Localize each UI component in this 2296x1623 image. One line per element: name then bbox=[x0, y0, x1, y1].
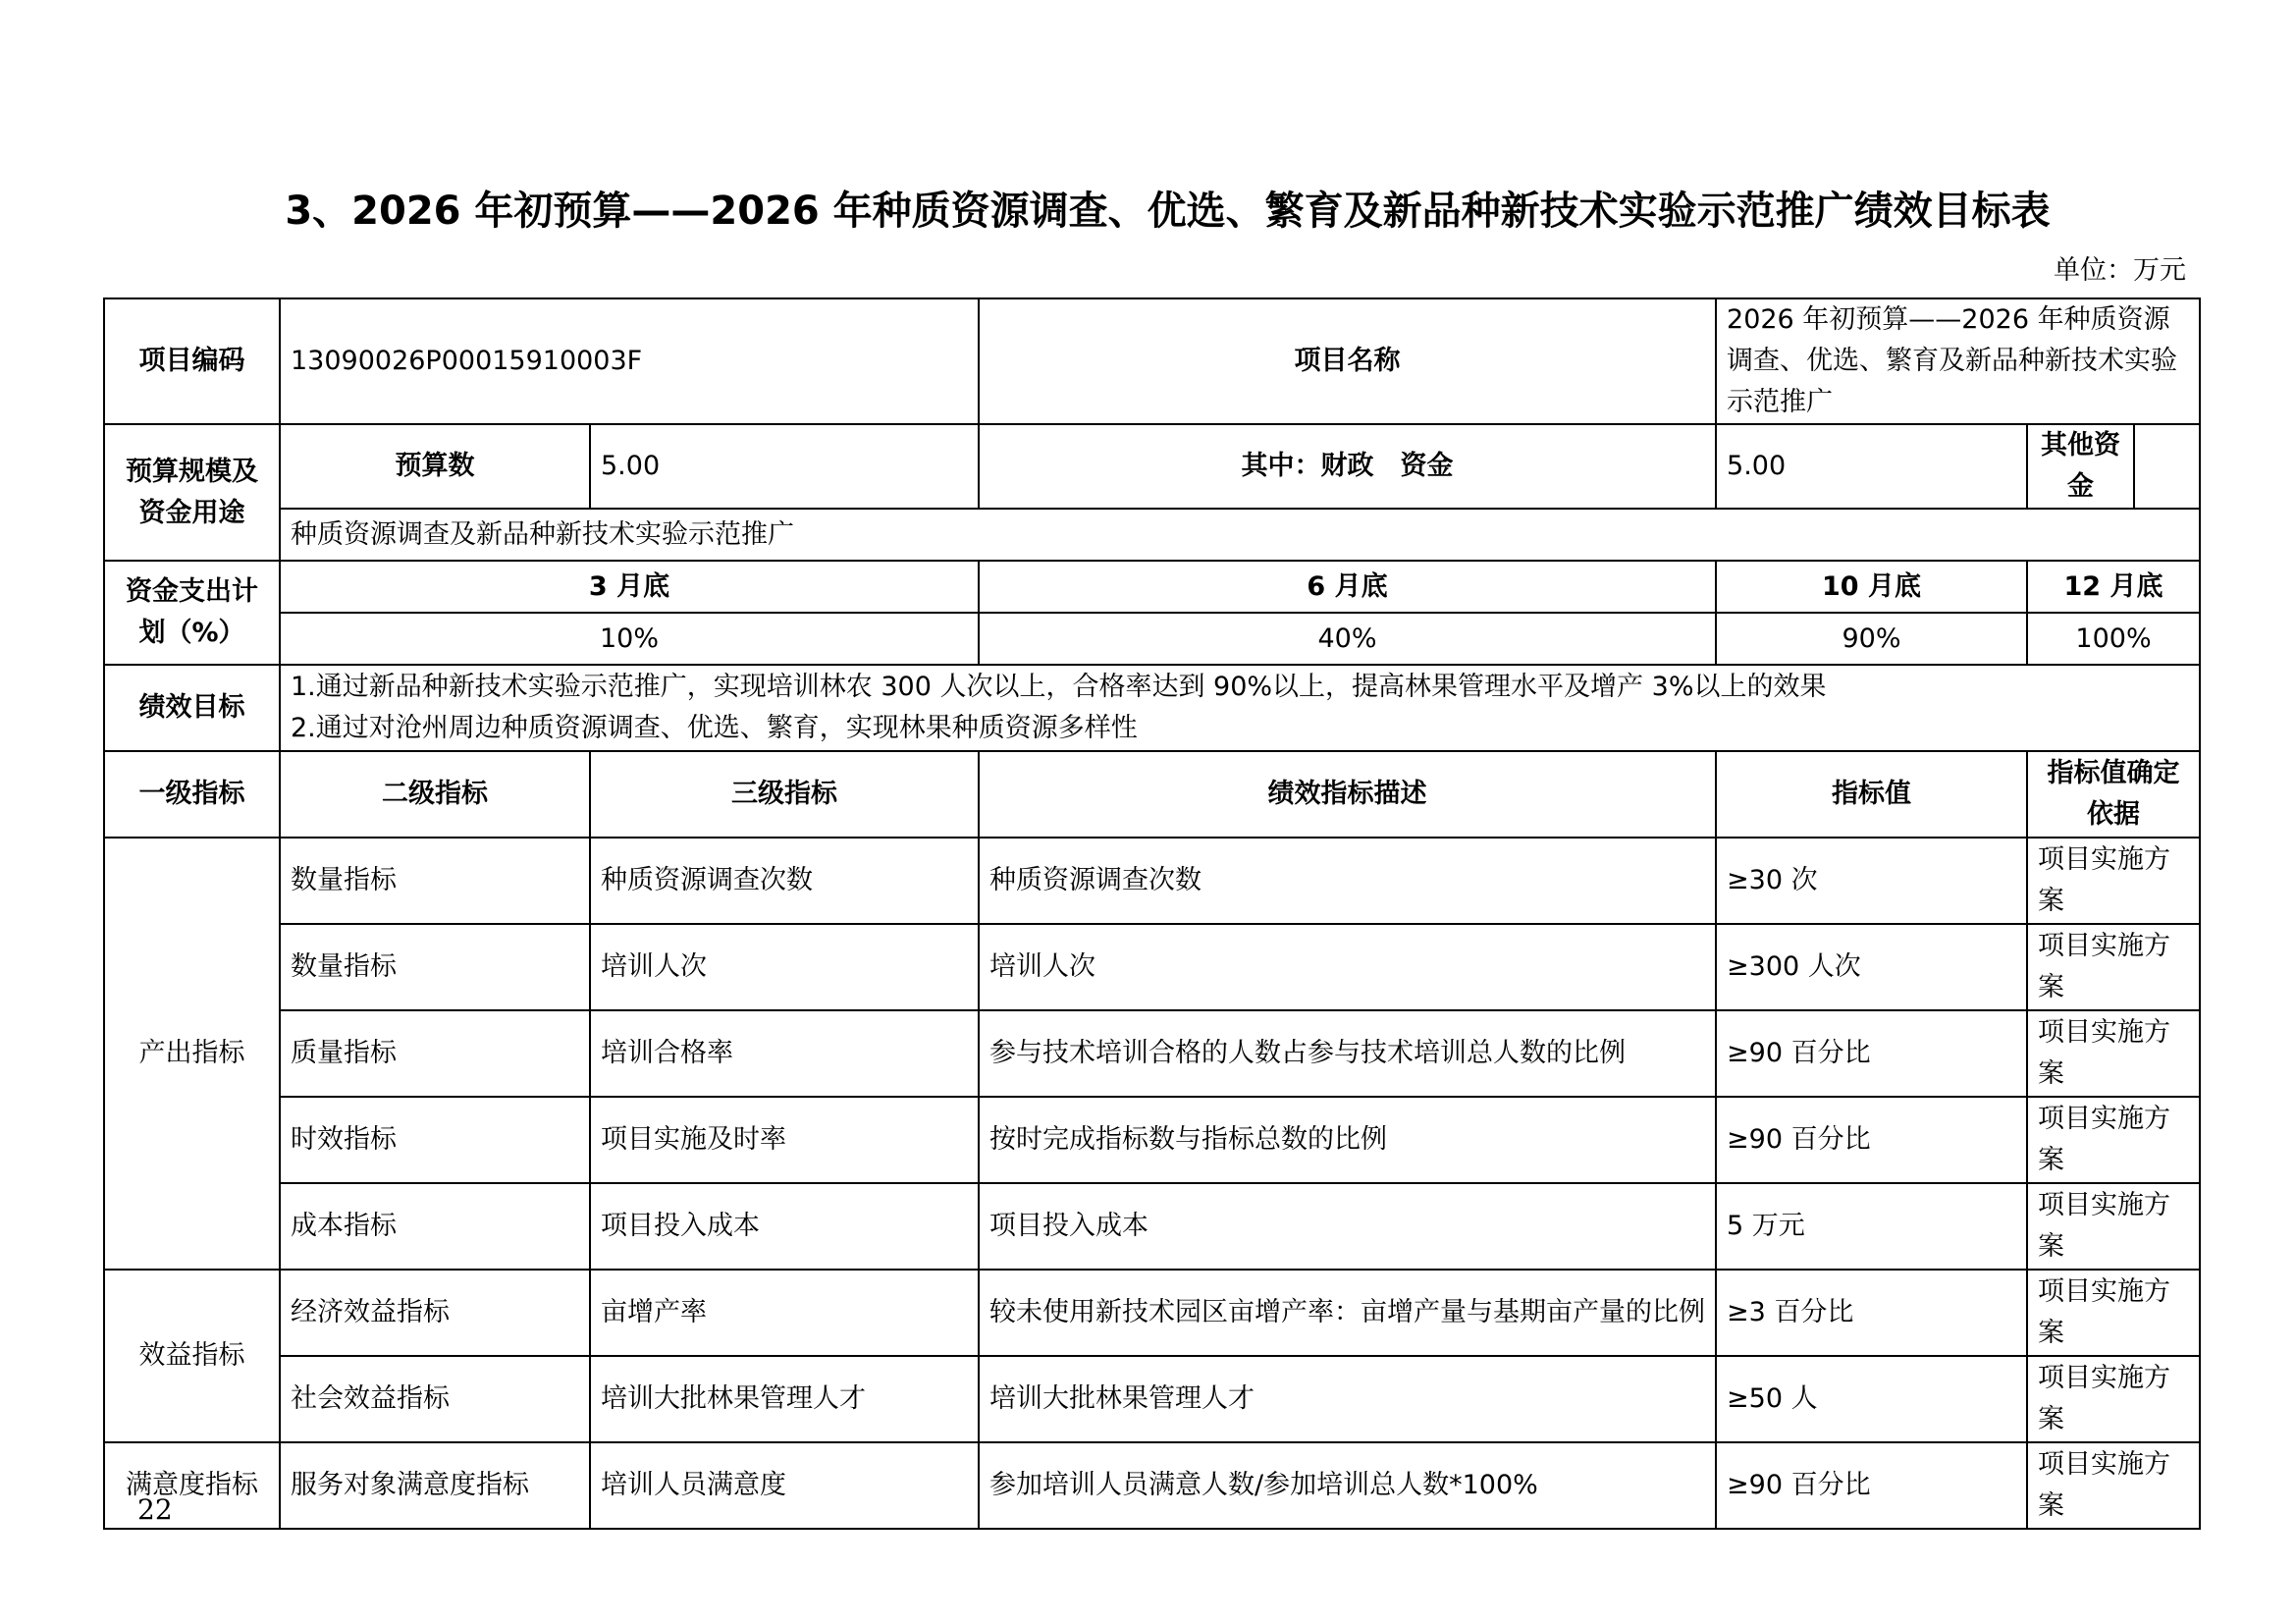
project-code-value: 13090026P00015910003F bbox=[280, 298, 979, 424]
row-description: 参与技术培训合格的人数占参与技术培训总人数的比例 bbox=[979, 1010, 1716, 1097]
plan-value-row bbox=[104, 613, 2200, 665]
row-value: ≥90 百分比 bbox=[1716, 1097, 2027, 1183]
budget-usage-row bbox=[104, 509, 2200, 561]
row-level3: 培训大批林果管理人才 bbox=[590, 1356, 979, 1442]
header-value: 指标值 bbox=[1716, 751, 2027, 838]
plan-header-oct: 10 月底 bbox=[1716, 561, 2027, 613]
plan-header-dec: 12 月底 bbox=[2027, 561, 2200, 613]
row-basis: 项目实施方案 bbox=[2027, 1183, 2200, 1270]
other-fund-value bbox=[2134, 425, 2199, 508]
group-satisfaction-indicators: 满意度指标 bbox=[104, 1442, 280, 1529]
project-name-value: 2026 年初预算——2026 年种质资源调查、优选、繁育及新品种新技术实验示范推广 bbox=[1716, 298, 2200, 424]
header-description: 绩效指标描述 bbox=[979, 751, 1716, 838]
group-output-indicators: 产出指标 bbox=[104, 838, 280, 1270]
row-value: ≥30 次 bbox=[1716, 838, 2027, 924]
plan-value-mar: 10% bbox=[280, 613, 979, 665]
table-row bbox=[104, 924, 2200, 1010]
table-row bbox=[104, 838, 2200, 924]
row-description: 培训大批林果管理人才 bbox=[979, 1356, 1716, 1442]
goals-text bbox=[280, 665, 2200, 751]
other-fund-label: 其他资金 bbox=[2028, 425, 2134, 508]
budget-usage: 种质资源调查及新品种新技术实验示范推广 bbox=[280, 509, 2200, 561]
plan-value-dec: 100% bbox=[2027, 613, 2200, 665]
row-description: 参加培训人员满意人数/参加培训总人数*100% bbox=[979, 1442, 1716, 1529]
goals-label: 绩效目标 bbox=[104, 665, 280, 751]
fiscal-fund-value: 5.00 bbox=[1716, 424, 2027, 509]
budget-label: 预算规模及资金用途 bbox=[104, 424, 280, 561]
row-value: ≥90 百分比 bbox=[1716, 1442, 2027, 1529]
group-benefit-indicators: 效益指标 bbox=[104, 1270, 280, 1442]
performance-target-table bbox=[103, 298, 2201, 1530]
indicator-header-row bbox=[104, 751, 2200, 838]
plan-header-jun: 6 月底 bbox=[979, 561, 1716, 613]
header-level2: 二级指标 bbox=[280, 751, 590, 838]
row-basis: 项目实施方案 bbox=[2027, 1356, 2200, 1442]
row-level3: 亩增产率 bbox=[590, 1270, 979, 1356]
row-basis: 项目实施方案 bbox=[2027, 1270, 2200, 1356]
row-basis: 项目实施方案 bbox=[2027, 838, 2200, 924]
goals-row bbox=[104, 665, 2200, 751]
goal-line-2: 2.通过对沧州周边种质资源调查、优选、繁育，实现林果种质资源多样性 bbox=[291, 713, 1138, 743]
table-row bbox=[104, 1356, 2200, 1442]
header-level3: 三级指标 bbox=[590, 751, 979, 838]
plan-header-row bbox=[104, 561, 2200, 613]
row-level3: 培训合格率 bbox=[590, 1010, 979, 1097]
plan-header-mar: 3 月底 bbox=[280, 561, 979, 613]
row-level2: 数量指标 bbox=[280, 838, 590, 924]
table-row bbox=[104, 1010, 2200, 1097]
row-description: 项目投入成本 bbox=[979, 1183, 1716, 1270]
row-level2: 社会效益指标 bbox=[280, 1356, 590, 1442]
project-info-row bbox=[104, 298, 2200, 424]
page-number: 22 bbox=[137, 1493, 173, 1526]
row-basis: 项目实施方案 bbox=[2027, 1010, 2200, 1097]
header-level1: 一级指标 bbox=[104, 751, 280, 838]
row-level3: 项目实施及时率 bbox=[590, 1097, 979, 1183]
project-code-label: 项目编码 bbox=[104, 298, 280, 424]
plan-value-oct: 90% bbox=[1716, 613, 2027, 665]
table-row bbox=[104, 1442, 2200, 1529]
budget-amount-label: 预算数 bbox=[280, 424, 590, 509]
row-level3: 项目投入成本 bbox=[590, 1183, 979, 1270]
row-basis: 项目实施方案 bbox=[2027, 1097, 2200, 1183]
row-value: ≥50 人 bbox=[1716, 1356, 2027, 1442]
row-level2: 数量指标 bbox=[280, 924, 590, 1010]
row-description: 较未使用新技术园区亩增产率：亩增产量与基期亩产量的比例 bbox=[979, 1270, 1716, 1356]
row-value: ≥90 百分比 bbox=[1716, 1010, 2027, 1097]
row-description: 按时完成指标数与指标总数的比例 bbox=[979, 1097, 1716, 1183]
row-description: 培训人次 bbox=[979, 924, 1716, 1010]
row-level2: 质量指标 bbox=[280, 1010, 590, 1097]
plan-value-jun: 40% bbox=[979, 613, 1716, 665]
row-level3: 培训人次 bbox=[590, 924, 979, 1010]
row-level2: 经济效益指标 bbox=[280, 1270, 590, 1356]
table-row bbox=[104, 1270, 2200, 1356]
row-level3: 培训人员满意度 bbox=[590, 1442, 979, 1529]
budget-amount-value: 5.00 bbox=[590, 424, 979, 509]
unit-label: 单位：万元 bbox=[2054, 255, 2186, 286]
fiscal-fund-label: 其中：财政 资金 bbox=[979, 424, 1716, 509]
table-row bbox=[104, 1097, 2200, 1183]
row-value: ≥300 人次 bbox=[1716, 924, 2027, 1010]
row-level2: 时效指标 bbox=[280, 1097, 590, 1183]
header-basis: 指标值确定依据 bbox=[2027, 751, 2200, 838]
row-description: 种质资源调查次数 bbox=[979, 838, 1716, 924]
goal-line-1: 1.通过新品种新技术实验示范推广，实现培训林农 300 人次以上，合格率达到 90%以上，提高林果管理水平及增产 3%以上的效果 bbox=[291, 672, 1827, 702]
budget-row bbox=[104, 424, 2200, 509]
page-title: 3、2026 年初预算——2026 年种质资源调查、优选、繁育及新品种新技术实验示范推广绩效目标表 bbox=[285, 189, 2051, 234]
project-name-label: 项目名称 bbox=[979, 298, 1716, 424]
other-fund-split bbox=[2028, 425, 2199, 508]
row-basis: 项目实施方案 bbox=[2027, 1442, 2200, 1529]
row-value: 5 万元 bbox=[1716, 1183, 2027, 1270]
table-row bbox=[104, 1183, 2200, 1270]
row-value: ≥3 百分比 bbox=[1716, 1270, 2027, 1356]
row-level3: 种质资源调查次数 bbox=[590, 838, 979, 924]
row-level2: 服务对象满意度指标 bbox=[280, 1442, 590, 1529]
spending-plan-label: 资金支出计划（%） bbox=[104, 561, 280, 665]
row-basis: 项目实施方案 bbox=[2027, 924, 2200, 1010]
row-level2: 成本指标 bbox=[280, 1183, 590, 1270]
